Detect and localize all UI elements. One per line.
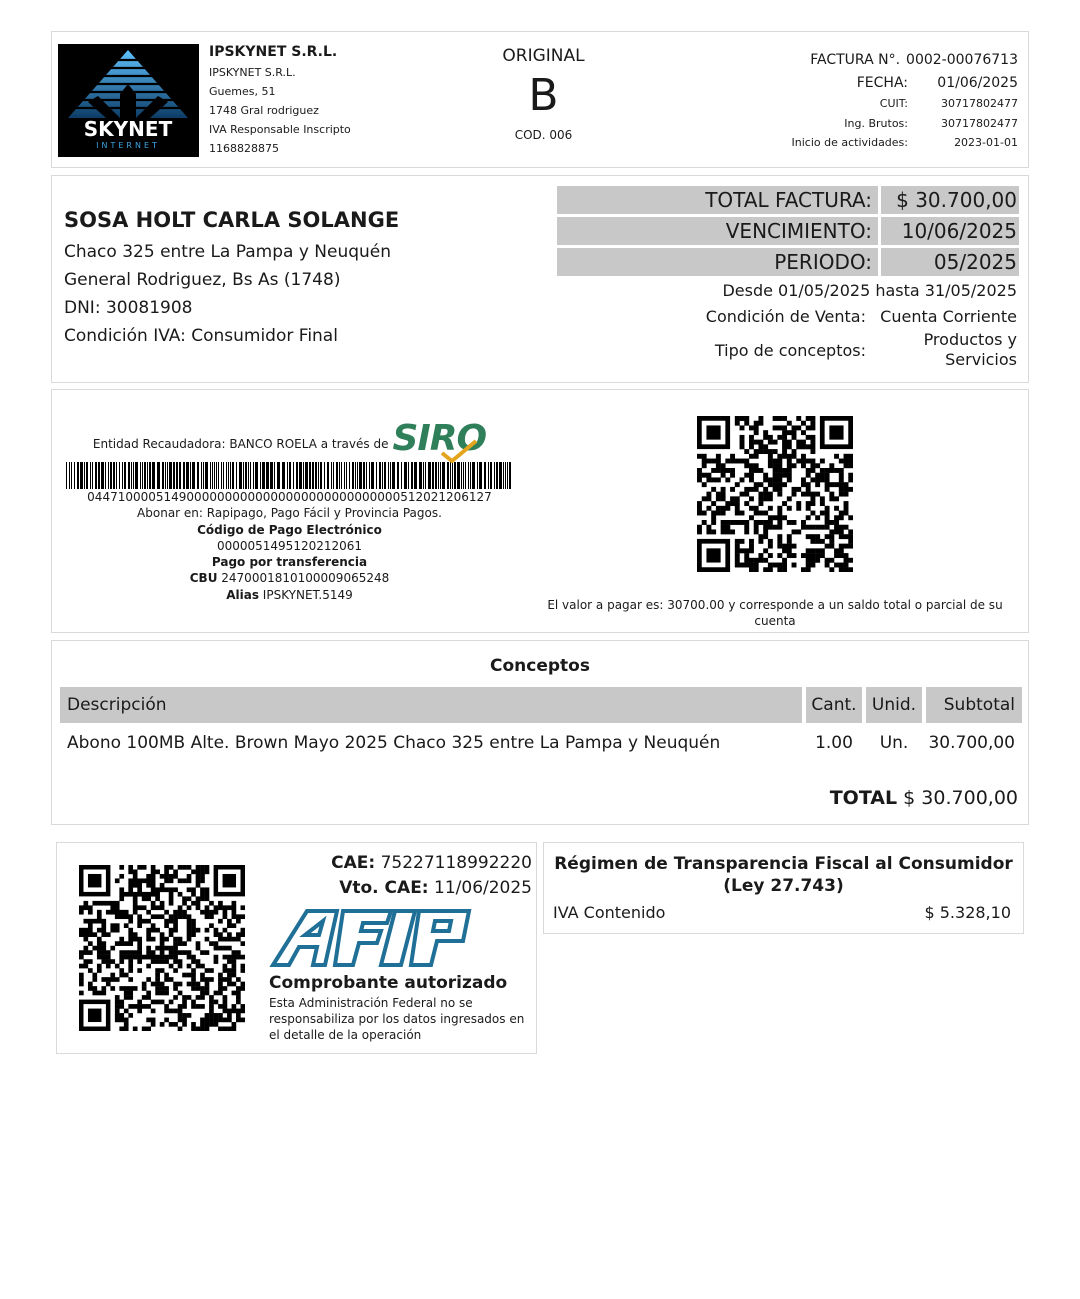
concepts-table-header (60, 687, 1022, 723)
tax-transparency-title: Régimen de Transparencia Fiscal al Consumidor (Ley 27.743) (554, 854, 1013, 896)
client-section (51, 175, 1029, 383)
period-label: PERIODO: (557, 248, 878, 276)
invoice-number-label: FACTURA N°. (810, 52, 901, 68)
afip-logo (269, 907, 474, 969)
voucher-type (492, 46, 595, 142)
cae-due-line (269, 876, 532, 901)
iva-contained-row (553, 903, 1011, 922)
invoice-header (51, 31, 1029, 168)
start-row (678, 133, 1018, 153)
tax-transparency-section (543, 842, 1024, 934)
company-phone: 1168828875 (209, 142, 279, 155)
concepts-total-label: TOTAL (829, 787, 898, 809)
payment-qr-code (697, 416, 853, 572)
cae-info (269, 851, 532, 1043)
due-value: 10/06/2025 (881, 217, 1019, 245)
period-range-row (557, 279, 1019, 303)
company-address: Guemes, 51 (209, 85, 276, 98)
afip-qr-code (79, 865, 245, 1031)
client-iva: Condición IVA: Consumidor Final (64, 326, 338, 346)
payment-value-note (535, 597, 1015, 629)
concepts-type-line1: Productos y (923, 330, 1017, 349)
period-row (557, 248, 1019, 276)
voucher-code: COD. 006 (514, 128, 573, 142)
client-address: Chaco 325 entre La Pampa y Neuquén (64, 242, 392, 262)
client-info (64, 208, 399, 350)
transfer-label: Pago por transferencia (211, 555, 368, 570)
header-description: Descripción (60, 687, 802, 723)
siro-logo-text: SIRO (392, 417, 487, 459)
payment-info (62, 416, 517, 603)
company-info (209, 42, 449, 158)
siro-check-icon (438, 437, 478, 463)
cae-due-label: Vto. CAE: (339, 878, 429, 898)
authorization-description: Esta Administración Federal no se responsabiliza por los datos ingresados en el detalle de la operación (269, 996, 525, 1042)
afip-logo-text: AFIP (369, 919, 373, 920)
alias-line (62, 587, 517, 603)
cbu-value: 2470001810100009065248 (221, 571, 390, 586)
start-label: Inicio de actividades: (791, 136, 908, 149)
concepts-type-value (879, 330, 1019, 370)
sale-condition-label: Condición de Venta: (705, 307, 866, 326)
skynet-logo (58, 44, 199, 157)
payment-places: Abonar en: Rapipago, Pago Fácil y Provincia Pagos. (137, 506, 442, 521)
cae-section (56, 842, 537, 1054)
header-unit: Unid. (866, 687, 922, 723)
concepts-total-value: $ 30.700,00 (903, 787, 1018, 809)
payment-value-note-line2: cuenta (754, 614, 796, 628)
cbu-line (62, 570, 517, 586)
total-label: TOTAL FACTURA: (557, 186, 878, 214)
barcode-number: 04471000051490000000000000000000000000000512021206127 (87, 490, 492, 504)
invoice-date-label: FECHA: (856, 75, 908, 91)
copy-label: ORIGINAL (502, 46, 585, 66)
skynet-logo-graphic (58, 44, 199, 157)
iibb-value: 30717802477 (941, 116, 1018, 130)
logo-subtitle: INTERNET (96, 141, 160, 150)
cae-label: CAE: (331, 853, 376, 873)
concepts-section (51, 640, 1029, 825)
period-range: Desde 01/05/2025 hasta 31/05/2025 (722, 281, 1017, 300)
header-quantity: Cant. (806, 687, 862, 723)
sale-condition-value: Cuenta Corriente (880, 307, 1017, 326)
payment-section (51, 389, 1029, 633)
client-dni: DNI: 30081908 (64, 298, 193, 318)
row-unit: Un. (879, 733, 909, 753)
collector-entity: Entidad Recaudadora: BANCO ROELA a través de (92, 436, 389, 451)
company-iva: IVA Responsable Inscripto (209, 123, 351, 136)
invoice-date-row (678, 72, 1018, 94)
epc-label: Código de Pago Electrónico (197, 522, 382, 537)
iibb-row (678, 114, 1018, 134)
company-city: 1748 Gral rodriguez (209, 104, 319, 117)
cae-due-value: 11/06/2025 (434, 878, 532, 898)
total-row (557, 186, 1019, 214)
concepts-type-label: Tipo de conceptos: (714, 340, 866, 360)
due-row (557, 217, 1019, 245)
company-name: IPSKYNET S.R.L. (209, 44, 338, 60)
header-subtotal: Subtotal (926, 687, 1022, 723)
sale-condition-row (557, 303, 1019, 330)
siro-logo (392, 417, 487, 459)
client-name: SOSA HOLT CARLA SOLANGE (64, 208, 400, 232)
invoice-number-row (678, 48, 1018, 72)
due-label: VENCIMIENTO: (557, 217, 878, 245)
row-description: Abono 100MB Alte. Brown Mayo 2025 Chaco 325 entre La Pampa y Neuquén (67, 733, 721, 753)
alias-value: IPSKYNET.5149 (262, 587, 353, 602)
total-value: $ 30.700,00 (881, 186, 1019, 214)
invoice-info (678, 48, 1018, 153)
concepts-type-row (557, 330, 1019, 370)
start-value: 2023-01-01 (954, 136, 1018, 149)
payment-barcode (66, 462, 514, 489)
cuit-label: CUIT: (879, 97, 908, 110)
concepts-total (830, 787, 1018, 809)
cuit-value: 30717802477 (941, 97, 1018, 110)
collector-line (62, 416, 517, 462)
cbu-label: CBU (189, 571, 218, 586)
cuit-row (678, 94, 1018, 114)
company-legal-name: IPSKYNET S.R.L. (209, 66, 296, 79)
row-quantity: 1.00 (815, 733, 853, 753)
iibb-label: Ing. Brutos: (844, 116, 908, 130)
totals-panel (557, 186, 1019, 370)
invoice-number: 0002-00076713 (906, 52, 1018, 68)
invoice-date: 01/06/2025 (937, 75, 1018, 91)
cae-value: 75227118992220 (380, 853, 532, 873)
logo-brand: SKYNET (83, 117, 173, 141)
row-subtotal: 30.700,00 (928, 733, 1015, 753)
cae-line (269, 851, 532, 876)
table-row (60, 727, 1022, 759)
iva-contained-value: $ 5.328,10 (924, 903, 1011, 922)
voucher-letter: B (528, 70, 559, 121)
authorization-title: Comprobante autorizado (269, 973, 508, 993)
epc-value: 0000051495120212061 (216, 538, 363, 553)
concepts-title: Conceptos (490, 656, 590, 676)
client-city: General Rodriguez, Bs As (1748) (64, 270, 341, 290)
payment-value-note-line1: El valor a pagar es: 30700.00 y corresponde a un saldo total o parcial de su (547, 598, 1003, 612)
period-value: 05/2025 (881, 248, 1019, 276)
iva-contained-label: IVA Contenido (553, 903, 666, 922)
concepts-type-line2: Servicios (945, 350, 1017, 369)
alias-label: Alias (226, 587, 259, 602)
